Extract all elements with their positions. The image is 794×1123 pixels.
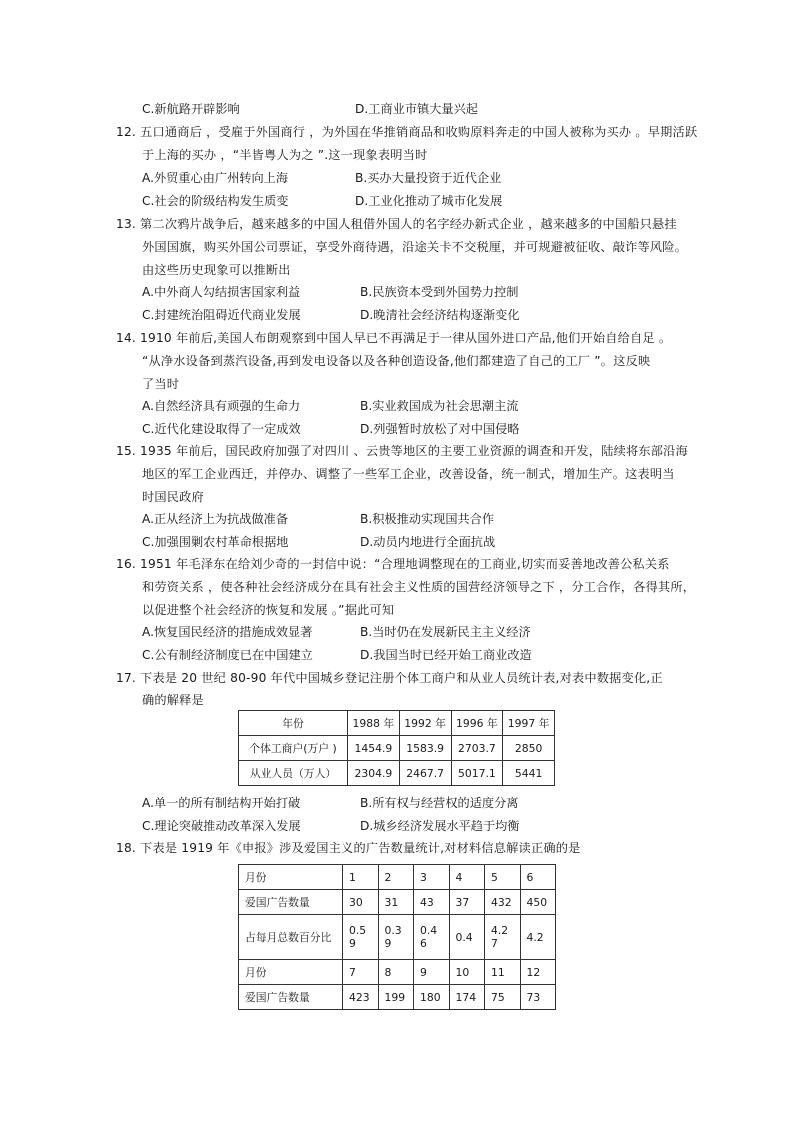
table-cell: 5441 <box>503 761 555 786</box>
q15-option-a: A.正从经济上为抗战做准备 <box>142 512 289 526</box>
q13-option-c: C.封建统治阻碍近代商业发展 <box>142 308 301 322</box>
q17-option-c: C.理论突破推动改革深入发展 <box>142 819 301 833</box>
table-cell: 11 <box>485 960 521 985</box>
table-cell: 5017.1 <box>451 761 503 786</box>
q13-stem-line-1: 13. 第二次鸦片战争后，越来越多的中国人租借外国人的名字经办新式企业 ，越来越多的中国船只悬挂 <box>116 217 677 231</box>
q15-option-b: B.积极推动实现国共合作 <box>360 512 495 526</box>
q11-option-d: D.工商业市镇大量兴起 <box>355 102 478 116</box>
table-cell: 12 <box>520 960 556 985</box>
table-cell: 432 <box>485 890 521 915</box>
table-row <box>239 985 556 1010</box>
table-cell: 年份 <box>239 711 348 736</box>
q15-option-c: C.加强围剿农村革命根据地 <box>142 535 289 549</box>
q13-stem-line-3: 由这些历史现象可以推断出 <box>142 263 291 277</box>
q12-stem-line-2: 于上海的买办 ，“半皆粤人为之 ”.这一现象表明当时 <box>142 148 428 162</box>
table-row <box>239 960 556 985</box>
table-cell: 4 <box>449 865 485 890</box>
table-cell: 423 <box>343 985 379 1010</box>
q11-option-c: C.新航路开辟影响 <box>142 102 240 116</box>
table-cell: 4.2 7 <box>485 915 521 960</box>
table-cell: 199 <box>378 985 414 1010</box>
table-cell: 37 <box>449 890 485 915</box>
q13-stem-line-2: 外国国旗，购买外国公司票证，享受外商待遇，沿途关卡不交税厘，并可规避被征收、敲诈等风险。 <box>142 240 688 254</box>
table-cell: 43 <box>414 890 450 915</box>
table-cell: 75 <box>485 985 521 1010</box>
q15-stem-line-3: 时国民政府 <box>142 490 204 504</box>
table-cell: 0.3 9 <box>378 915 414 960</box>
table-cell: 1988 年 <box>348 711 400 736</box>
table-row <box>239 890 556 915</box>
q18-stem-line-1: 18. 下表是 1919 年《申报》涉及爱国主义的广告数量统计,对材料信息解读正确的是 <box>116 841 581 855</box>
table-cell: 2467.7 <box>399 761 451 786</box>
q16-option-a: A.恢复国民经济的措施成效显著 <box>142 625 313 639</box>
q12-option-c: C.社会的阶级结构发生质变 <box>142 194 289 208</box>
table-row <box>239 865 556 890</box>
q13-option-a: A.中外商人勾结损害国家利益 <box>142 285 301 299</box>
table-row <box>239 761 555 786</box>
q16-stem-line-3: 以促进整个社会经济的恢复和发展 。”据此可知 <box>142 603 395 617</box>
table-cell: 0.4 <box>449 915 485 960</box>
table-cell: 1 <box>343 865 379 890</box>
table-cell: 73 <box>520 985 556 1010</box>
table-cell: 爱国广告数量 <box>239 985 343 1010</box>
table-cell: 2850 <box>503 736 555 761</box>
q17-stem-line-1: 17. 下表是 20 世纪 80-90 年代中国城乡登记注册个体工商户和从业人员统计表,对表中数据变化,正 <box>116 671 663 685</box>
q16-stem-line-1: 16. 1951 年毛泽东在给刘少奇的一封信中说：“合理地调整现在的工商业,切实而妥善地改善公私关系 <box>116 557 670 571</box>
table-cell: 2703.7 <box>451 736 503 761</box>
table-cell: 5 <box>485 865 521 890</box>
q15-option-d: D.动员内地进行全面抗战 <box>360 535 496 549</box>
q17-option-b: B.所有权与经营权的适度分离 <box>360 796 519 810</box>
table-cell: 1583.9 <box>399 736 451 761</box>
q13-option-d: D.晚清社会经济结构逐渐变化 <box>360 308 520 322</box>
table-cell: 31 <box>378 890 414 915</box>
q14-stem-line-3: 了当时 <box>142 377 180 391</box>
q17-stem-line-2: 确的解释是 <box>142 693 204 707</box>
table-cell: 月份 <box>239 960 343 985</box>
table-cell: 450 <box>520 890 556 915</box>
q16-option-c: C.公有制经济制度已在中国建立 <box>142 648 313 662</box>
table-cell: 30 <box>343 890 379 915</box>
table-cell: 爱国广告数量 <box>239 890 343 915</box>
q14-option-a: A.自然经济具有顽强的生命力 <box>142 399 301 413</box>
table-row <box>239 711 555 736</box>
q14-option-b: B.实业救国成为社会思潮主流 <box>360 399 519 413</box>
q12-stem-line-1: 12. 五口通商后 ，受雇于外国商行 ，为外国在华推销商品和收购原料奔走的中国人被称为买办 。早期活跃 <box>116 125 698 139</box>
table-cell: 10 <box>449 960 485 985</box>
table-cell: 月份 <box>239 865 343 890</box>
table-cell: 2304.9 <box>348 761 400 786</box>
q17-option-a: A.单一的所有制结构开始打破 <box>142 796 301 810</box>
table-cell: 4.2 <box>520 915 556 960</box>
table-cell: 占每月总数百分比 <box>239 915 343 960</box>
table-cell: 174 <box>449 985 485 1010</box>
table-cell: 6 <box>520 865 556 890</box>
table-cell: 9 <box>414 960 450 985</box>
q12-option-d: D.工业化推动了城市化发展 <box>355 194 503 208</box>
q18-table <box>238 864 556 1010</box>
q17-option-d: D.城乡经济发展水平趋于均衡 <box>360 819 520 833</box>
q16-option-d: D.我国当时已经开始工商业改造 <box>360 648 532 662</box>
table-cell: 8 <box>378 960 414 985</box>
q12-option-a: A.外贸重心由广州转向上海 <box>142 171 289 185</box>
table-cell: 0.4 6 <box>414 915 450 960</box>
q13-option-b: B.民族资本受到外国势力控制 <box>360 285 519 299</box>
table-cell: 1454.9 <box>348 736 400 761</box>
table-row <box>239 736 555 761</box>
q15-stem-line-1: 15. 1935 年前后，国民政府加强了对四川 、云贵等地区的主要工业资源的调查和开发，陆续将东部沿海 <box>116 444 688 458</box>
q17-table <box>238 710 555 786</box>
q14-option-c: C.近代化建设取得了一定成效 <box>142 422 301 436</box>
table-row <box>239 915 556 960</box>
q16-stem-line-2: 和劳资关系 ，使各种社会经济成分在具有社会主义性质的国营经济领导之下 ，分工合作，各得其所， <box>142 580 696 594</box>
table-cell: 从业人员（万人） <box>239 761 348 786</box>
table-cell: 2 <box>378 865 414 890</box>
q14-stem-line-1: 14. 1910 年前后,美国人布朗观察到中国人早已不再满足于一律从国外进口产品,他们开始自给自足 。 <box>116 331 672 345</box>
table-cell: 180 <box>414 985 450 1010</box>
table-cell: 7 <box>343 960 379 985</box>
table-cell: 1996 年 <box>451 711 503 736</box>
q16-option-b: B.当时仍在发展新民主主义经济 <box>360 625 531 639</box>
table-cell: 1992 年 <box>399 711 451 736</box>
table-cell: 1997 年 <box>503 711 555 736</box>
table-cell: 0.5 9 <box>343 915 379 960</box>
q15-stem-line-2: 地区的军工企业西迁，并停办、调整了一些军工企业，改善设备，统一制式，增加生产。这表明当 <box>142 467 675 481</box>
q12-option-b: B.买办大量投资于近代企业 <box>355 171 502 185</box>
q14-stem-line-2: “从净水设备到蒸汽设备,再到发电设备以及各种创造设备,他们都建造了自己的工厂 ”。这反映 <box>142 354 651 368</box>
table-cell: 个体工商户(万户 ) <box>239 736 348 761</box>
q14-option-d: D.列强暂时放松了对中国侵略 <box>360 422 520 436</box>
table-cell: 3 <box>414 865 450 890</box>
